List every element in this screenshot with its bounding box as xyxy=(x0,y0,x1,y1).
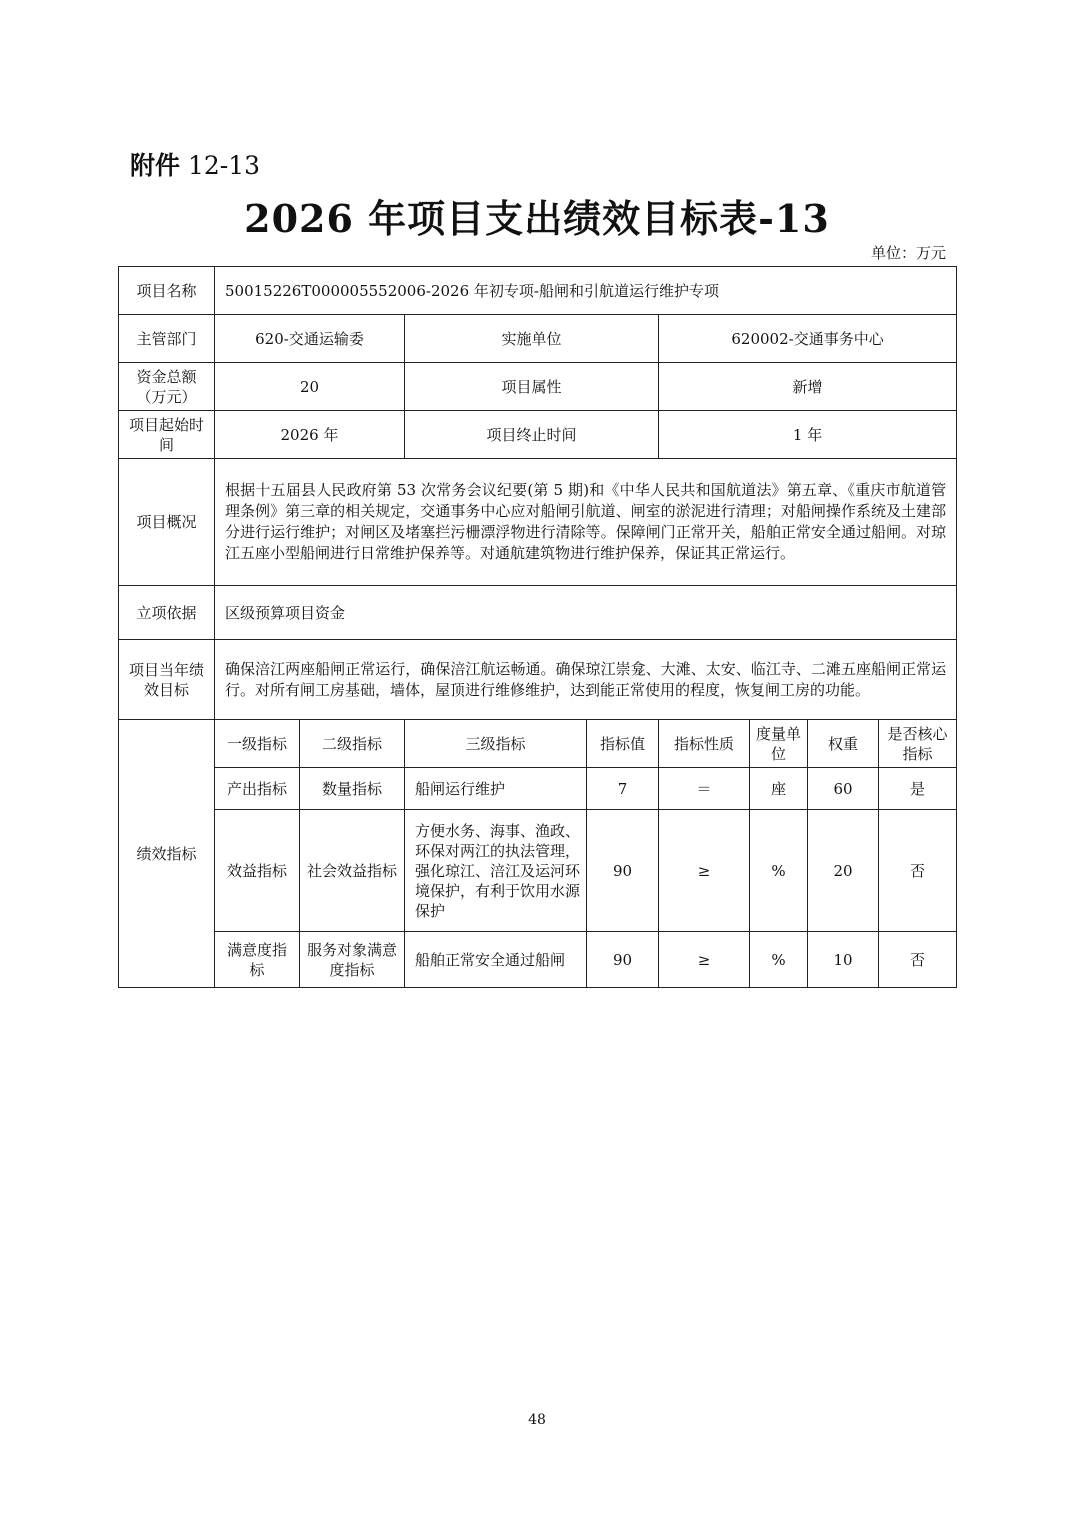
header-cell: 三级指标 xyxy=(405,720,587,768)
table-cell: ≥ xyxy=(659,810,750,932)
table-row xyxy=(119,810,957,932)
end-time-label: 项目终止时间 xyxy=(405,411,659,459)
table-cell: 数量指标 xyxy=(300,768,405,810)
attachment-label: 附件 12-13 xyxy=(130,151,261,180)
table-cell: 否 xyxy=(879,810,957,932)
page-number: 48 xyxy=(528,1412,546,1428)
table-row xyxy=(119,768,957,810)
dept-label: 主管部门 xyxy=(119,315,215,363)
fund-total-value: 20 xyxy=(215,363,405,411)
table-cell: % xyxy=(750,810,808,932)
table-cell: 10 xyxy=(808,932,879,988)
header-cell: 是否核心指标 xyxy=(879,720,957,768)
table-row xyxy=(119,932,957,988)
page-title: 2026 年项目支出绩效目标表-13 xyxy=(244,196,830,241)
start-time-label: 项目起始时间 xyxy=(119,411,215,459)
table-cell: 90 xyxy=(587,810,659,932)
impl-unit-label: 实施单位 xyxy=(405,315,659,363)
basis-label: 立项依据 xyxy=(119,586,215,640)
header-cell: 权重 xyxy=(808,720,879,768)
table-cell: 是 xyxy=(879,768,957,810)
table-cell: 服务对象满意度指标 xyxy=(300,932,405,988)
goal-label: 项目当年绩效目标 xyxy=(119,640,215,720)
fund-total-label: 资金总额（万元） xyxy=(119,363,215,411)
table-cell: % xyxy=(750,932,808,988)
basis-value: 区级预算项目资金 xyxy=(215,586,957,640)
header-cell: 指标性质 xyxy=(659,720,750,768)
indicators-label: 绩效指标 xyxy=(119,720,215,988)
table-cell: 满意度指标 xyxy=(215,932,300,988)
header-cell: 指标值 xyxy=(587,720,659,768)
table-cell: ≥ xyxy=(659,932,750,988)
project-attr-value: 新增 xyxy=(659,363,957,411)
table-cell: 90 xyxy=(587,932,659,988)
project-name-value: 50015226T000005552006-2026 年初专项-船闸和引航道运行维护专项 xyxy=(215,267,957,315)
table-cell: 否 xyxy=(879,932,957,988)
table-cell: 产出指标 xyxy=(215,768,300,810)
table-cell: 船舶正常安全通过船闸 xyxy=(405,932,587,988)
unit-label: 单位：万元 xyxy=(870,244,946,262)
table-cell: 7 xyxy=(587,768,659,810)
impl-unit-value: 620002-交通事务中心 xyxy=(659,315,957,363)
table-cell: 20 xyxy=(808,810,879,932)
table-cell: 方便水务、海事、渔政、环保对两江的执法管理，强化琼江、涪江及运河环境保护，有利于饮用水源保护 xyxy=(405,810,587,932)
overview-value: 根据十五届县人民政府第 53 次常务会议纪要(第 5 期)和《中华人民共和国航道法》第五章、《重庆市航道管理条例》第三章的相关规定，交通事务中心应对船闸引航道、闸室的淤泥进行清理；对船闸操作系统及土建部分进行运行维护；对闸区及堵塞拦污栅漂浮物进行清除等。保障闸门正常开关，船舶正常安全通过船闸。对琼江五座小型船闸进行日常维护保养等。对通航建筑物进行维护保养，保证其正常运行。 xyxy=(215,459,957,586)
header-cell: 二级指标 xyxy=(300,720,405,768)
table-cell: 效益指标 xyxy=(215,810,300,932)
table-cell: 座 xyxy=(750,768,808,810)
table-cell: 60 xyxy=(808,768,879,810)
dept-value: 620-交通运输委 xyxy=(215,315,405,363)
table-cell: 社会效益指标 xyxy=(300,810,405,932)
project-name-label: 项目名称 xyxy=(119,267,215,315)
header-cell: 一级指标 xyxy=(215,720,300,768)
header-cell: 度量单位 xyxy=(750,720,808,768)
project-attr-label: 项目属性 xyxy=(405,363,659,411)
table-cell: ＝ xyxy=(659,768,750,810)
performance-table xyxy=(118,266,957,988)
start-time-value: 2026 年 xyxy=(215,411,405,459)
goal-value: 确保涪江两座船闸正常运行，确保涪江航运畅通。确保琼江崇龛、大滩、太安、临江寺、二滩五座船闸正常运行。对所有闸工房基础，墙体，屋顶进行维修维护，达到能正常使用的程度，恢复闸工房的功能。 xyxy=(215,640,957,720)
overview-label: 项目概况 xyxy=(119,459,215,586)
end-time-value: 1 年 xyxy=(659,411,957,459)
table-cell: 船闸运行维护 xyxy=(405,768,587,810)
